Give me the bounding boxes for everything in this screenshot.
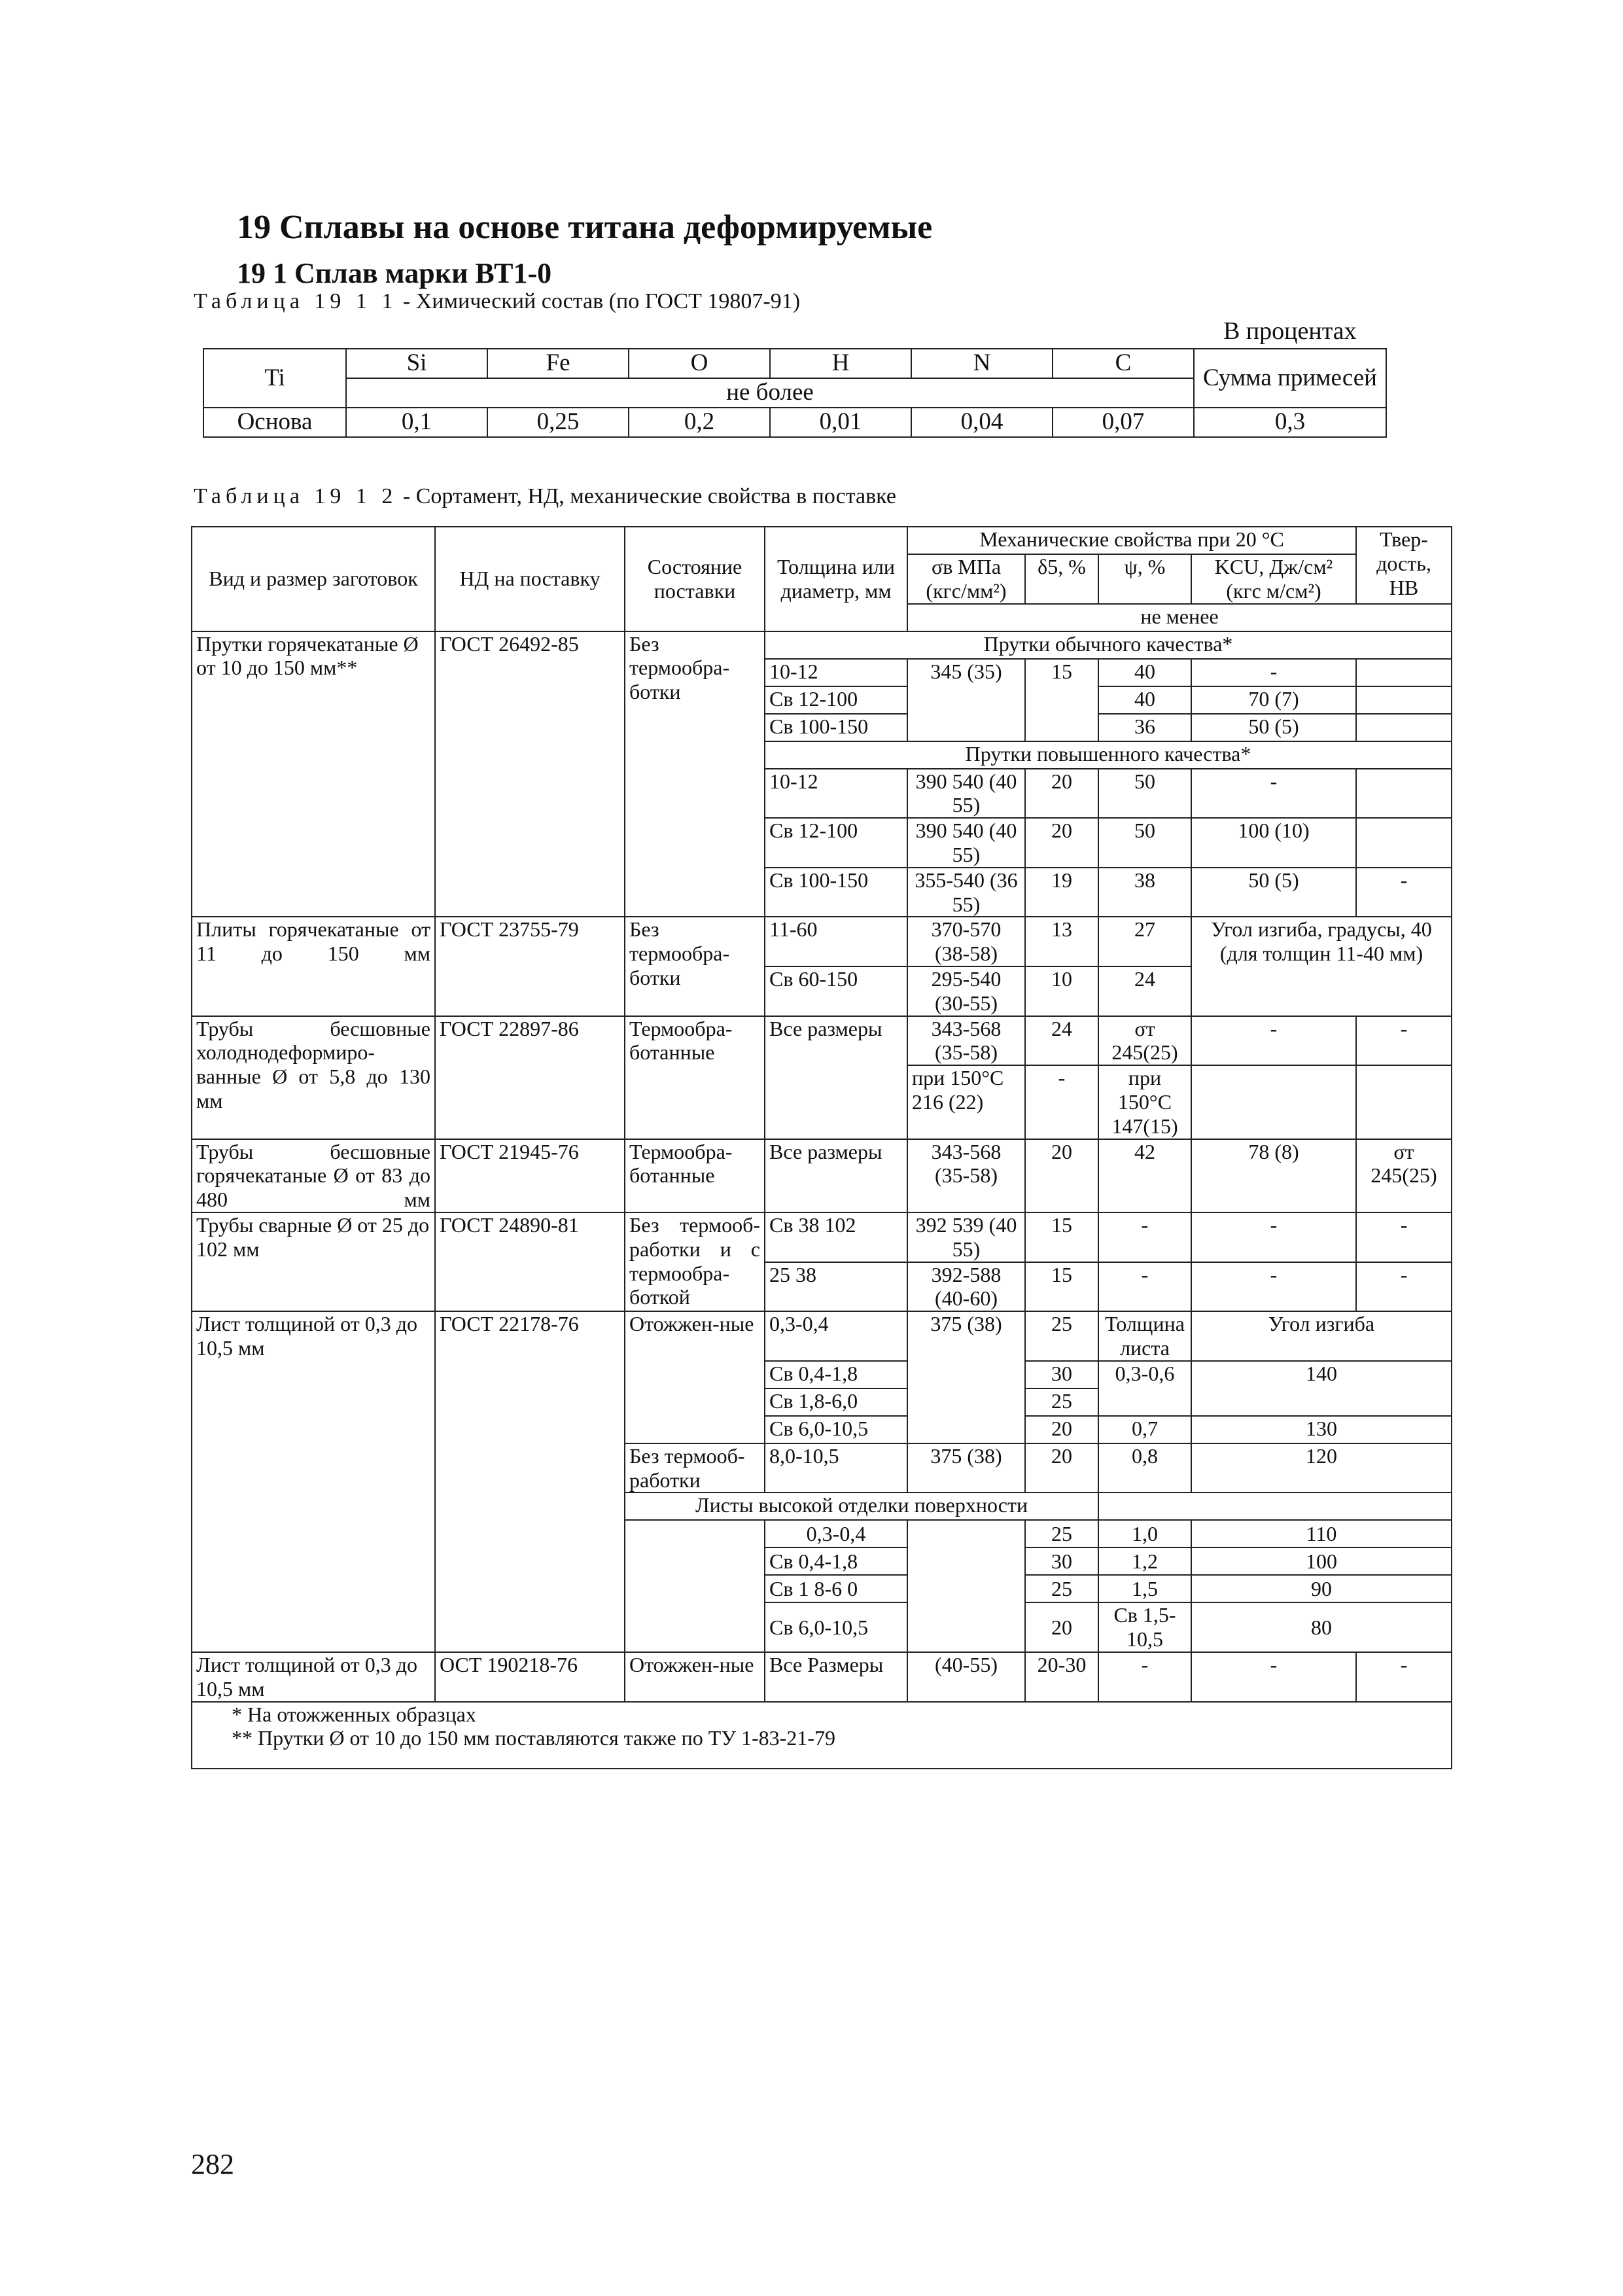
table-cell: 0,3-0,6 xyxy=(1098,1361,1191,1416)
table-cell: 50 xyxy=(1098,769,1191,819)
table-cell: 1,5 xyxy=(1098,1575,1191,1602)
table1-caption xyxy=(194,289,800,314)
table-cell: 25 xyxy=(1025,1388,1098,1416)
table-cell: Св 12-100 xyxy=(765,686,907,714)
table-cell: 42 xyxy=(1098,1139,1191,1212)
table-cell xyxy=(1098,1492,1452,1520)
table-cell: Св 1,8-6,0 xyxy=(765,1388,907,1416)
table-cell: 50 xyxy=(1098,818,1191,868)
table-cell: 1,0 xyxy=(1098,1520,1191,1547)
t1-header-h: H xyxy=(770,349,911,378)
table-cell: 0,7 xyxy=(1098,1416,1191,1443)
s3-thickness: Все размеры xyxy=(765,1016,907,1139)
s2-bend-note: Угол изгиба, градусы, 40 (для толщин 11-40 мм) xyxy=(1191,917,1452,1016)
t1-header-ti: Ti xyxy=(203,349,346,408)
table-cell: 70 (7) xyxy=(1191,686,1356,714)
table-cell xyxy=(625,1520,765,1652)
table-cell: σт 245(25) xyxy=(1098,1016,1191,1066)
table-cell: Все размеры xyxy=(765,1139,907,1212)
t1-cell: 0,07 xyxy=(1053,408,1194,437)
table-cell: 100 xyxy=(1191,1547,1452,1575)
table-cell: 40 xyxy=(1098,659,1191,686)
table-cell: Св 1,5-10,5 xyxy=(1098,1602,1191,1652)
table-cell: 20 xyxy=(1025,1602,1098,1652)
header-thickness: Толщина или диаметр, мм xyxy=(765,527,907,631)
assortment-properties-table xyxy=(191,526,1452,1769)
table-cell: - xyxy=(1191,1262,1356,1312)
header-delta: δ5, % xyxy=(1025,554,1098,604)
s6-nd: ГОСТ 22178-76 xyxy=(435,1311,625,1652)
table-cell: Св 6,0-10,5 xyxy=(765,1416,907,1443)
s1-nd: ГОСТ 26492-85 xyxy=(435,631,625,917)
header-state: Состояние поставки xyxy=(625,527,765,631)
s6-subheader-bend: Угол изгиба xyxy=(1191,1311,1452,1361)
table-cell xyxy=(1356,714,1452,741)
table-cell: - xyxy=(1356,868,1452,917)
table-cell: - xyxy=(1356,1652,1452,1702)
t1-header-o: O xyxy=(629,349,770,378)
table2-caption-text: - Сортамент, НД, механические свойства в поставке xyxy=(397,484,896,508)
table2-caption-label: Таблица 19 1 2 xyxy=(194,484,398,508)
table2-caption xyxy=(194,484,896,509)
table-cell xyxy=(907,1520,1025,1652)
t1-cell: 0,1 xyxy=(346,408,487,437)
s2-nd: ГОСТ 23755-79 xyxy=(435,917,625,1016)
table-cell xyxy=(1191,1065,1356,1139)
table-cell: 38 xyxy=(1098,868,1191,917)
table-cell: 120 xyxy=(1191,1443,1452,1493)
t1-header-sum: Сумма примесей xyxy=(1194,349,1386,408)
table-cell: 13 xyxy=(1025,917,1098,966)
table1-unit-note: В процентах xyxy=(1223,317,1357,345)
table-cell: 15 xyxy=(1025,1262,1098,1312)
footnote-2: ** Прутки Ø от 10 до 150 мм поставляются также по ТУ 1-83-21-79 xyxy=(232,1726,835,1750)
table-cell: 27 xyxy=(1098,917,1191,966)
table-cell: 295-540 (30-55) xyxy=(907,966,1025,1016)
table-cell: Св 1 8-6 0 xyxy=(765,1575,907,1602)
table-cell: 130 xyxy=(1191,1416,1452,1443)
s6-subheader-thickness: Толщина листа xyxy=(1098,1311,1191,1361)
t1-header-si: Si xyxy=(346,349,487,378)
header-kcu: KCU, Дж/см² (кгс м/см²) xyxy=(1191,554,1356,604)
t1-cell: 0,01 xyxy=(770,408,911,437)
table-cell: - xyxy=(1191,1016,1356,1066)
table-cell: - xyxy=(1191,769,1356,819)
table-cell xyxy=(1356,818,1452,868)
table-cell: 40 xyxy=(1098,686,1191,714)
page-title: 19 Сплавы на основе титана деформируемые xyxy=(237,209,933,246)
table-cell: 392-588 (40-60) xyxy=(907,1262,1025,1312)
table-cell: 50 (5) xyxy=(1191,868,1356,917)
s5-nd: ГОСТ 24890-81 xyxy=(435,1212,625,1311)
table-cell: 25 xyxy=(1025,1520,1098,1547)
table-cell: 50 (5) xyxy=(1191,714,1356,741)
table-cell: σт 245(25) xyxy=(1356,1139,1452,1212)
section-title: 19 1 Сплав марки ВТ1-0 xyxy=(237,257,552,289)
s6-kind: Лист толщиной от 0,3 до 10,5 мм xyxy=(192,1311,435,1652)
table-cell: 10-12 xyxy=(765,769,907,819)
table-cell: 20 xyxy=(1025,818,1098,868)
table-cell: Все Размеры xyxy=(765,1652,907,1702)
s2-kind: Плиты горячекатаные от 11 до 150 мм xyxy=(192,917,435,1016)
table-cell: 20 xyxy=(1025,1139,1098,1212)
table-cell xyxy=(1356,659,1452,686)
table-cell: 78 (8) xyxy=(1191,1139,1356,1212)
chemical-composition-table xyxy=(203,348,1387,438)
table-cell: Св 0,4-1,8 xyxy=(765,1547,907,1575)
header-mechanical: Механические свойства при 20 °С xyxy=(907,527,1356,554)
table-cell: 355-540 (36 55) xyxy=(907,868,1025,917)
table2-footnotes xyxy=(192,1702,1452,1769)
t1-header-c: C xyxy=(1053,349,1194,378)
table-cell: 80 xyxy=(1191,1602,1452,1652)
table-cell: 345 (35) xyxy=(907,659,1025,741)
footnote-1: * На отожженных образцах xyxy=(232,1702,476,1726)
t1-header-n: N xyxy=(911,349,1053,378)
table-cell: 1,2 xyxy=(1098,1547,1191,1575)
header-kind: Вид и размер заготовок xyxy=(192,527,435,631)
header-min-note: не менее xyxy=(907,604,1452,631)
table-cell: 8,0-10,5 xyxy=(765,1443,907,1493)
table-cell: 20-30 xyxy=(1025,1652,1098,1702)
t1-cell: 0,2 xyxy=(629,408,770,437)
table1-caption-label: Таблица 19 1 1 xyxy=(194,289,398,313)
table-cell: 390 540 (40 55) xyxy=(907,769,1025,819)
table-cell: Св 0,4-1,8 xyxy=(765,1361,907,1388)
table-cell: 392 539 (40 55) xyxy=(907,1212,1025,1262)
t1-cell: 0,3 xyxy=(1194,408,1386,437)
table-cell: 375 (38) xyxy=(907,1443,1025,1493)
table-cell: (40-55) xyxy=(907,1652,1025,1702)
table-cell: при 150°С 216 (22) xyxy=(907,1065,1025,1139)
table-cell: 0,3-0,4 xyxy=(765,1520,907,1547)
s3-state: Термообра-ботанные xyxy=(625,1016,765,1139)
table-cell: Св 60-150 xyxy=(765,966,907,1016)
table-cell: 343-568 (35-58) xyxy=(907,1016,1025,1066)
t1-header-fe: Fe xyxy=(487,349,629,378)
table-cell: Св 100-150 xyxy=(765,714,907,741)
s1-band-regular: Прутки обычного качества* xyxy=(765,631,1452,659)
s7-kind: Лист толщиной от 0,3 до 10,5 мм xyxy=(192,1652,435,1702)
table-cell: - xyxy=(1098,1262,1191,1312)
s7-nd: ОСТ 190218-76 xyxy=(435,1652,625,1702)
s1-state: Без термообра-ботки xyxy=(625,631,765,917)
s6-state-no-heat: Без термооб-работки xyxy=(625,1443,765,1493)
header-hardness: Твер-дость, НВ xyxy=(1356,527,1452,604)
table-cell: 25 38 xyxy=(765,1262,907,1312)
table-cell: - xyxy=(1098,1212,1191,1262)
table-cell: 140 xyxy=(1191,1361,1452,1416)
table-cell: - xyxy=(1191,1212,1356,1262)
table-cell xyxy=(1356,769,1452,819)
table-cell: 30 xyxy=(1025,1361,1098,1388)
table-cell: 20 xyxy=(1025,769,1098,819)
table-cell: 90 xyxy=(1191,1575,1452,1602)
table-cell: - xyxy=(1098,1652,1191,1702)
header-psi: ψ, % xyxy=(1098,554,1191,604)
table-cell: 390 540 (40 55) xyxy=(907,818,1025,868)
s4-nd: ГОСТ 21945-76 xyxy=(435,1139,625,1212)
s6-state-annealed: Отожжен-ные xyxy=(625,1311,765,1443)
table-cell: Св 100-150 xyxy=(765,868,907,917)
table-cell: - xyxy=(1191,1652,1356,1702)
table-cell: 0,8 xyxy=(1098,1443,1191,1493)
s1-kind: Прутки горячекатаные Ø от 10 до 150 мм** xyxy=(192,631,435,917)
t1-limit-note: не более xyxy=(346,378,1194,408)
table-cell: 370-570 (38-58) xyxy=(907,917,1025,966)
table-cell: 11-60 xyxy=(765,917,907,966)
table-cell: 100 (10) xyxy=(1191,818,1356,868)
table-cell: Св 12-100 xyxy=(765,818,907,868)
table-cell: 0,3-0,4 xyxy=(765,1311,907,1361)
s3-kind: Трубы бесшовные холоднодеформиро-ванные Ø от 5,8 до 130 мм xyxy=(192,1016,435,1139)
table-cell: 10-12 xyxy=(765,659,907,686)
table-cell: 24 xyxy=(1098,966,1191,1016)
s5-kind: Трубы сварные Ø от 25 до 102 мм xyxy=(192,1212,435,1311)
table-cell: Св 38 102 xyxy=(765,1212,907,1262)
table-cell: - xyxy=(1356,1262,1452,1312)
table-cell: - xyxy=(1191,659,1356,686)
s7-state: Отожжен-ные xyxy=(625,1652,765,1702)
table-cell: 10 xyxy=(1025,966,1098,1016)
s6-band-high-finish: Листы высокой отделки поверхности xyxy=(625,1492,1098,1520)
t1-cell: Основа xyxy=(203,408,346,437)
header-sigma: σв МПа (кгс/мм²) xyxy=(907,554,1025,604)
s3-nd: ГОСТ 22897-86 xyxy=(435,1016,625,1139)
s1-band-improved: Прутки повышенного качества* xyxy=(765,741,1452,769)
s2-state: Без термообра-ботки xyxy=(625,917,765,1016)
table-cell: 30 xyxy=(1025,1547,1098,1575)
table-cell: 20 xyxy=(1025,1443,1098,1493)
table-cell: 15 xyxy=(1025,1212,1098,1262)
table-cell: 36 xyxy=(1098,714,1191,741)
table-cell: при 150°С 147(15) xyxy=(1098,1065,1191,1139)
table-cell: 375 (38) xyxy=(907,1311,1025,1443)
t1-cell: 0,25 xyxy=(487,408,629,437)
table-cell xyxy=(1356,1065,1452,1139)
table-cell: - xyxy=(1356,1212,1452,1262)
table-cell: 24 xyxy=(1025,1016,1098,1066)
table-cell: 25 xyxy=(1025,1311,1098,1361)
table-cell: - xyxy=(1356,1016,1452,1066)
s5-state: Без термооб-работки и с термообра-боткой xyxy=(625,1212,765,1311)
table-cell: 25 xyxy=(1025,1575,1098,1602)
table-cell: 343-568 (35-58) xyxy=(907,1139,1025,1212)
table-cell: 20 xyxy=(1025,1416,1098,1443)
table-cell: - xyxy=(1025,1065,1098,1139)
table-cell: 15 xyxy=(1025,659,1098,741)
table-cell: 19 xyxy=(1025,868,1098,917)
table-cell: 110 xyxy=(1191,1520,1452,1547)
table-cell xyxy=(1356,686,1452,714)
page-number: 282 xyxy=(191,2148,234,2180)
s4-state: Термообра-ботанные xyxy=(625,1139,765,1212)
header-nd: НД на поставку xyxy=(435,527,625,631)
table-cell: Св 6,0-10,5 xyxy=(765,1602,907,1652)
s4-kind: Трубы бесшовные горячекатаные Ø от 83 до 480 мм xyxy=(192,1139,435,1212)
table1-caption-text: - Химический состав (по ГОСТ 19807-91) xyxy=(397,289,801,313)
t1-cell: 0,04 xyxy=(911,408,1053,437)
